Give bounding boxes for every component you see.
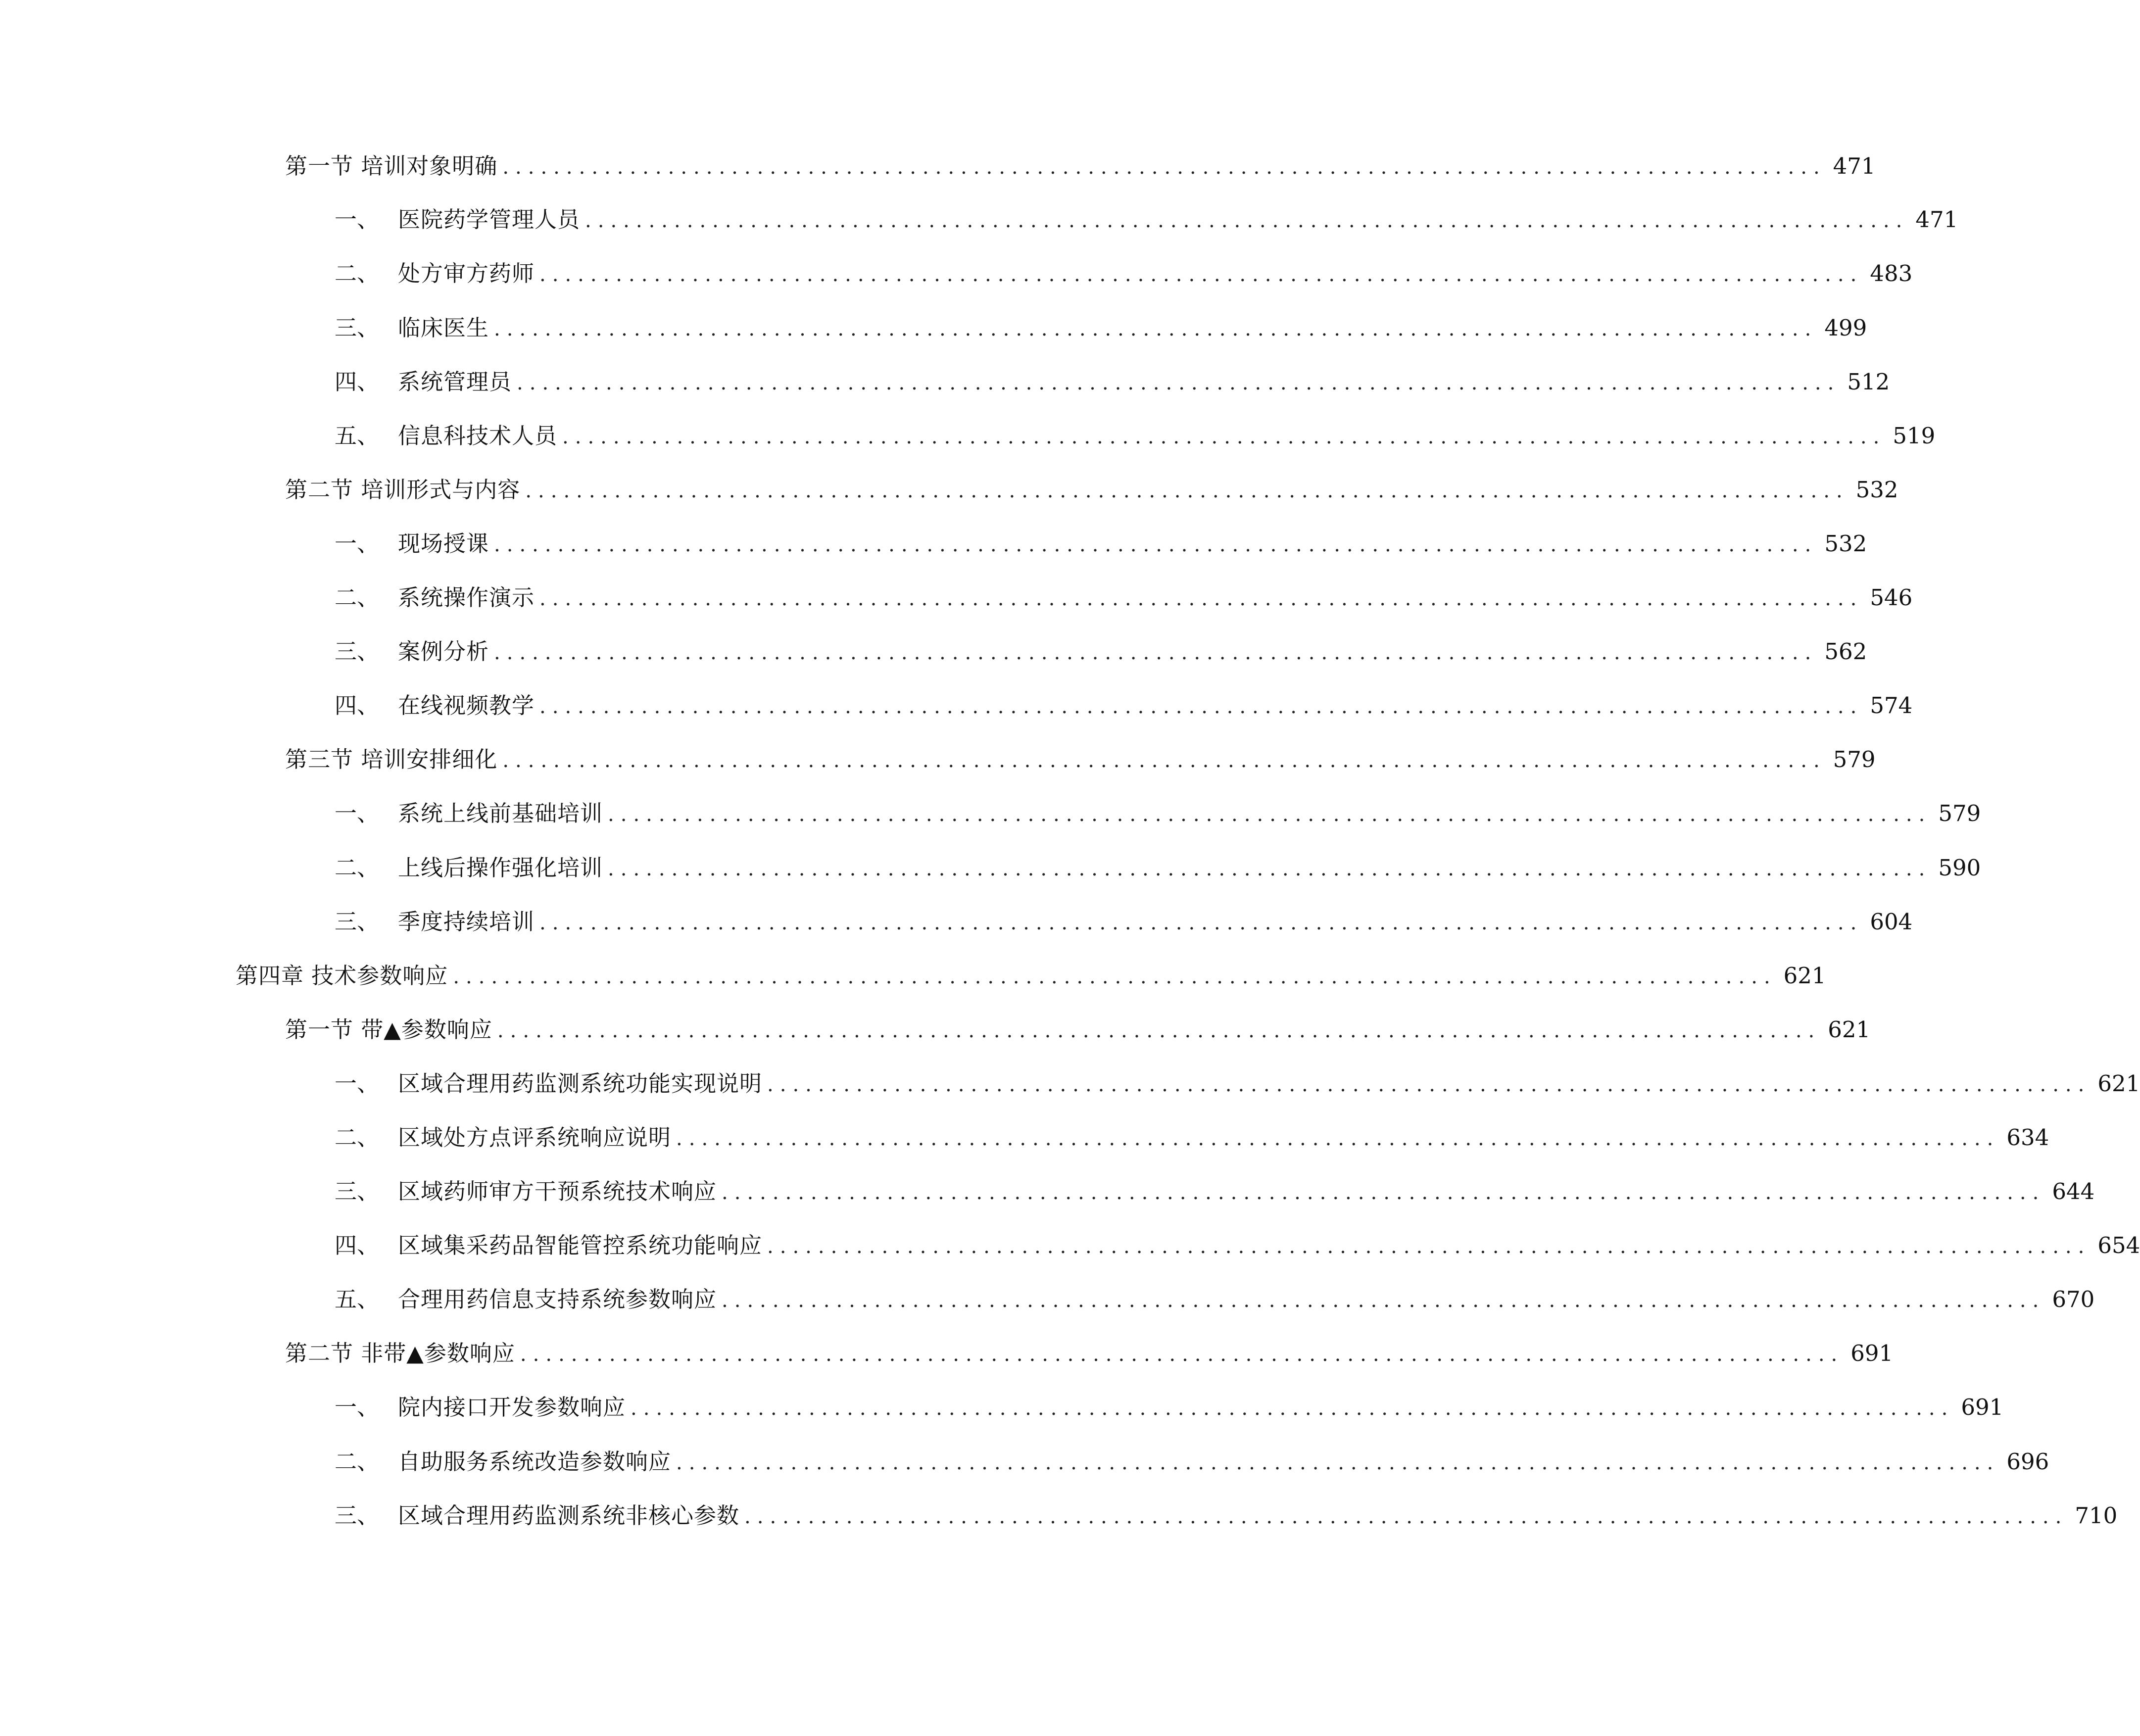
toc-item-marker: 三、 bbox=[335, 909, 380, 935]
toc-item-row[interactable] bbox=[335, 1228, 2140, 1263]
toc-page-number: 546 bbox=[1870, 584, 1913, 611]
toc-leader-dots: ........................................................................................................ bbox=[497, 1019, 1821, 1042]
toc-leader-dots: ........................................................................................................ bbox=[539, 695, 1863, 718]
toc-title: 第三节 培训安排细化 bbox=[285, 746, 498, 772]
toc-section-row[interactable] bbox=[285, 148, 1876, 184]
toc-item-marker: 一、 bbox=[335, 800, 380, 826]
toc-title: 系统管理员 bbox=[398, 369, 512, 395]
toc-leader-dots: ........................................................................................................ bbox=[562, 426, 1886, 448]
toc-item-marker: 二、 bbox=[335, 855, 380, 881]
toc-leader-dots: ........................................................................................................ bbox=[494, 641, 1818, 664]
toc-title: 上线后操作强化培训 bbox=[398, 855, 603, 881]
toc-page-number: 562 bbox=[1824, 638, 1867, 665]
toc-item-row[interactable] bbox=[335, 1390, 2004, 1425]
toc-title: 第二节 非带▲参数响应 bbox=[285, 1340, 515, 1366]
toc-item-row[interactable] bbox=[335, 688, 1913, 723]
toc-item-marker: 二、 bbox=[335, 1448, 380, 1475]
toc-item-marker: 五、 bbox=[335, 1286, 380, 1312]
toc-title: 第四章 技术参数响应 bbox=[236, 963, 448, 989]
toc-page-number: 574 bbox=[1870, 692, 1913, 719]
toc-item-row[interactable] bbox=[335, 202, 1958, 238]
toc-page-number: 471 bbox=[1915, 206, 1958, 233]
toc-leader-dots: ........................................................................................................ bbox=[539, 263, 1863, 286]
toc-item-row[interactable] bbox=[335, 1174, 2095, 1209]
toc-item-row[interactable] bbox=[335, 418, 1936, 454]
toc-item-marker: 三、 bbox=[335, 1502, 380, 1529]
toc-page-number: 471 bbox=[1833, 153, 1876, 179]
toc-leader-dots: ........................................................................................................ bbox=[767, 1235, 2091, 1258]
toc-item-row[interactable] bbox=[335, 850, 1981, 886]
toc-page-number: 710 bbox=[2075, 1502, 2118, 1529]
toc-page-number: 621 bbox=[2097, 1070, 2140, 1097]
toc-leader-dots: ........................................................................................................ bbox=[744, 1505, 2068, 1528]
toc-title: 现场授课 bbox=[398, 530, 489, 557]
toc-page-number: 532 bbox=[1824, 530, 1867, 557]
toc-page-number: 512 bbox=[1847, 369, 1890, 395]
toc-item-row[interactable] bbox=[335, 904, 1913, 940]
toc-page-number: 691 bbox=[1850, 1340, 1894, 1366]
toc-title: 区域集采药品智能管控系统功能响应 bbox=[398, 1232, 763, 1258]
toc-title: 季度持续培训 bbox=[398, 909, 535, 935]
toc-leader-dots: ........................................................................................................ bbox=[631, 1397, 1954, 1420]
toc-leader-dots: ........................................................................................................ bbox=[585, 209, 1909, 232]
toc-item-row[interactable] bbox=[335, 1282, 2095, 1317]
toc-item-row[interactable] bbox=[335, 580, 1913, 616]
toc-section-row[interactable] bbox=[285, 742, 1876, 777]
toc-leader-dots: ........................................................................................................ bbox=[525, 480, 1849, 502]
toc-item-row[interactable] bbox=[335, 1120, 2049, 1156]
toc-title: 合理用药信息支持系统参数响应 bbox=[398, 1286, 717, 1312]
toc-leader-dots: ........................................................................................................ bbox=[502, 749, 1826, 772]
toc-item-row[interactable] bbox=[335, 310, 1867, 346]
toc-title: 区域合理用药监测系统功能实现说明 bbox=[398, 1070, 763, 1097]
toc-leader-dots: ........................................................................................................ bbox=[539, 912, 1863, 934]
toc-item-marker: 三、 bbox=[335, 638, 380, 665]
toc-item-marker: 一、 bbox=[335, 530, 380, 557]
toc-title: 临床医生 bbox=[398, 315, 489, 341]
toc-title: 系统上线前基础培训 bbox=[398, 800, 603, 826]
toc-page-number: 532 bbox=[1855, 477, 1898, 503]
toc-title: 第二节 培训形式与内容 bbox=[285, 477, 521, 503]
toc-item-row[interactable] bbox=[335, 1444, 2049, 1480]
toc-title: 信息科技术人员 bbox=[398, 423, 558, 449]
toc-item-marker: 一、 bbox=[335, 206, 380, 233]
toc-leader-dots: ........................................................................................................ bbox=[608, 858, 1932, 880]
toc-page-number: 670 bbox=[2052, 1286, 2095, 1312]
toc-title: 区域处方点评系统响应说明 bbox=[398, 1124, 672, 1151]
toc-page-number: 621 bbox=[1828, 1016, 1871, 1043]
toc-leader-dots: ........................................................................................................ bbox=[608, 803, 1932, 826]
toc-leader-dots: ........................................................................................................ bbox=[494, 533, 1818, 556]
toc-page-number: 691 bbox=[1961, 1394, 2004, 1420]
toc-leader-dots: ........................................................................................................ bbox=[767, 1073, 2091, 1096]
toc-item-marker: 四、 bbox=[335, 369, 380, 395]
toc-item-marker: 一、 bbox=[335, 1394, 380, 1420]
toc-leader-dots: ........................................................................................................ bbox=[520, 1343, 1844, 1366]
toc-title: 院内接口开发参数响应 bbox=[398, 1394, 626, 1420]
toc-title: 案例分析 bbox=[398, 638, 489, 665]
toc-item-marker: 一、 bbox=[335, 1070, 380, 1097]
toc-section-row[interactable] bbox=[285, 1012, 1871, 1048]
toc-title: 第一节 培训对象明确 bbox=[285, 153, 498, 179]
toc-title: 医院药学管理人员 bbox=[398, 206, 581, 233]
toc-page-number: 634 bbox=[2006, 1124, 2049, 1151]
toc-page-number: 499 bbox=[1824, 315, 1867, 341]
toc-title: 区域合理用药监测系统非核心参数 bbox=[398, 1502, 740, 1529]
toc-page-number: 621 bbox=[1783, 963, 1826, 989]
toc-item-marker: 四、 bbox=[335, 1232, 380, 1258]
toc-item-row[interactable] bbox=[335, 634, 1867, 670]
toc-item-marker: 四、 bbox=[335, 692, 380, 719]
toc-item-marker: 五、 bbox=[335, 423, 380, 449]
toc-item-marker: 二、 bbox=[335, 584, 380, 611]
toc-page-number: 579 bbox=[1833, 746, 1876, 772]
toc-leader-dots: ........................................................................................................ bbox=[539, 587, 1863, 610]
toc-title: 系统操作演示 bbox=[398, 584, 535, 611]
toc-leader-dots: ........................................................................................................ bbox=[676, 1127, 2000, 1150]
toc-item-marker: 二、 bbox=[335, 260, 380, 287]
toc-section-row[interactable] bbox=[285, 472, 1898, 508]
toc-page-number: 644 bbox=[2052, 1178, 2095, 1205]
toc-item-row[interactable] bbox=[335, 1498, 2118, 1534]
toc-page-number: 654 bbox=[2097, 1232, 2140, 1258]
toc-leader-dots: ........................................................................................................ bbox=[676, 1451, 2000, 1474]
toc-leader-dots: ........................................................................................................ bbox=[517, 372, 1841, 394]
toc-item-marker: 三、 bbox=[335, 1178, 380, 1205]
toc-item-row[interactable] bbox=[335, 1066, 2140, 1102]
toc-item-marker: 三、 bbox=[335, 315, 380, 341]
toc-page-number: 579 bbox=[1938, 800, 1981, 826]
toc-page-number: 519 bbox=[1893, 423, 1936, 449]
toc-title: 自助服务系统改造参数响应 bbox=[398, 1448, 672, 1475]
toc-title: 处方审方药师 bbox=[398, 260, 535, 287]
toc-leader-dots: ........................................................................................................ bbox=[502, 156, 1826, 179]
toc-item-row[interactable] bbox=[335, 256, 1913, 291]
toc-item-row[interactable] bbox=[335, 364, 1890, 400]
toc-page-number: 590 bbox=[1938, 855, 1981, 881]
toc-leader-dots: ........................................................................................................ bbox=[722, 1181, 2045, 1204]
toc-title: 在线视频教学 bbox=[398, 692, 535, 719]
toc-leader-dots: ........................................................................................................ bbox=[722, 1289, 2045, 1312]
toc-page-number: 483 bbox=[1870, 260, 1913, 287]
toc-page-number: 604 bbox=[1870, 909, 1913, 935]
toc-item-row[interactable] bbox=[335, 526, 1867, 562]
toc-leader-dots: ........................................................................................................ bbox=[494, 318, 1818, 340]
toc-title: 第一节 带▲参数响应 bbox=[285, 1016, 492, 1043]
toc-title: 区域药师审方干预系统技术响应 bbox=[398, 1178, 717, 1205]
toc-leader-dots: ........................................................................................................ bbox=[453, 965, 1777, 988]
toc-chapter-row[interactable] bbox=[236, 958, 1826, 994]
toc-item-row[interactable] bbox=[335, 796, 1981, 831]
toc-section-row[interactable] bbox=[285, 1336, 1894, 1371]
toc-page-number: 696 bbox=[2006, 1448, 2049, 1475]
toc-item-marker: 二、 bbox=[335, 1124, 380, 1151]
